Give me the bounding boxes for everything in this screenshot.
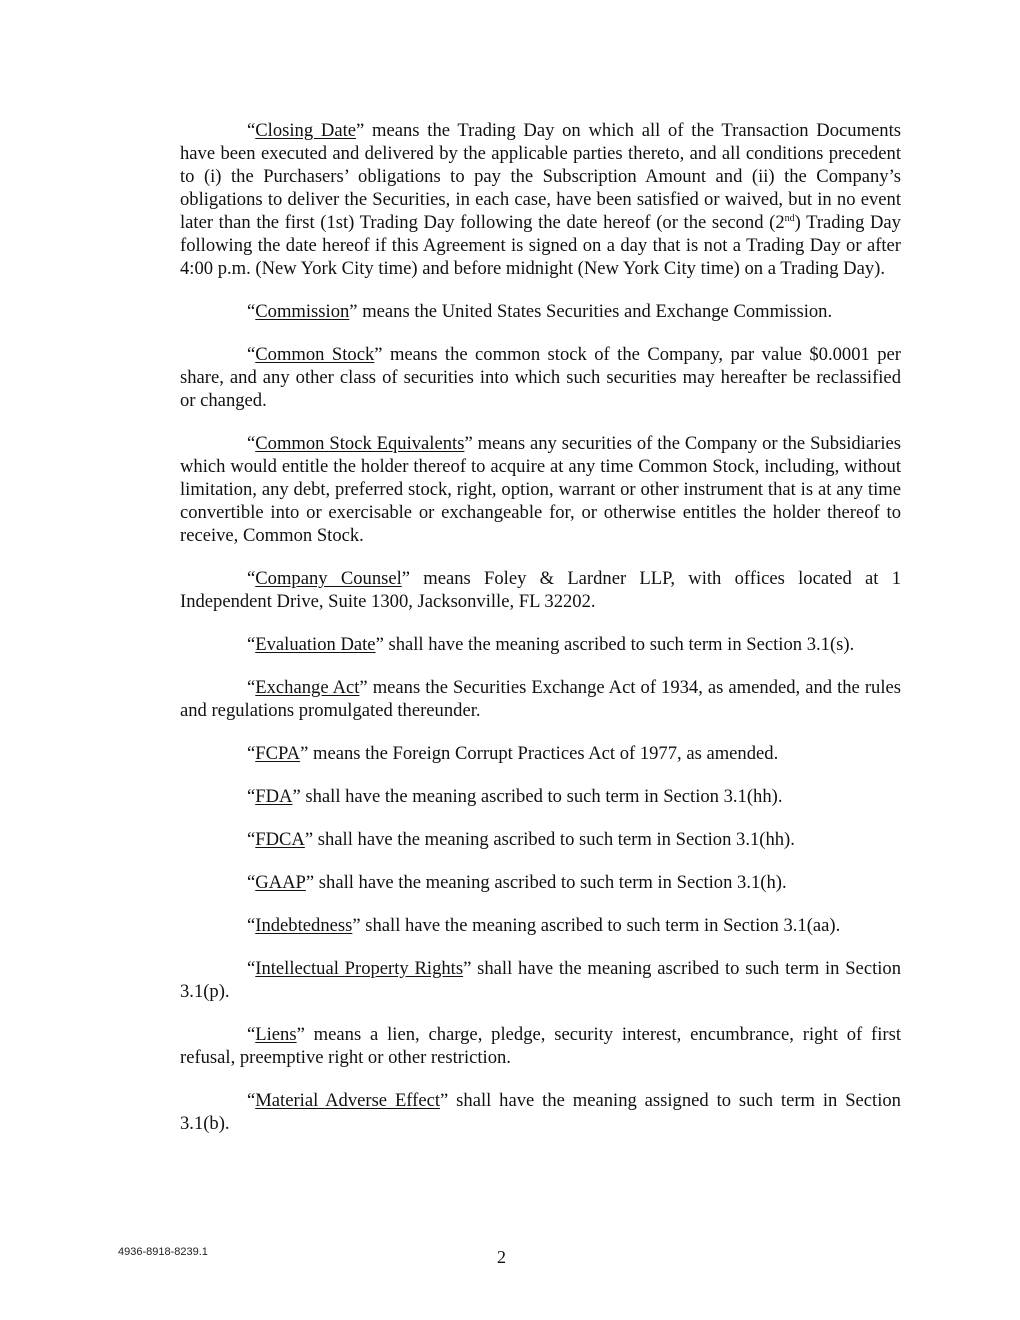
defined-term: Evaluation Date (255, 634, 376, 655)
open-quote: “ (247, 829, 256, 850)
definition-text: ” shall have the meaning assigned to such term in Section 3.1(b). (180, 1090, 901, 1134)
definition-text: ” means a lien, charge, pledge, security interest, encumbrance, right of first refusal, preemptive right or other restriction. (180, 1024, 901, 1068)
ordinal-superscript: nd (784, 212, 795, 224)
definition-text: ” shall have the meaning ascribed to such term in Section 3.1(p). (180, 958, 901, 1002)
definition-liens (180, 1023, 901, 1069)
open-quote: “ (247, 958, 256, 979)
definition-text: ” means the Securities Exchange Act of 1934, as amended, and the rules and regulations promulgated thereunder. (180, 677, 901, 721)
definition-text-continued: ) Trading Day following the date hereof if this Agreement is signed on a day that is not a Trading Day or after 4:00 p.m. (New York City time) and before midnight (New York City time) on a Trading Day). (180, 212, 901, 279)
defined-term: Intellectual Property Rights (255, 958, 464, 979)
open-quote: “ (247, 915, 256, 936)
open-quote: “ (247, 344, 256, 365)
definition-text: ” means the common stock of the Company, par value $0.0001 per share, and any other class of securities into which such securities may hereafter be reclassified or changed. (180, 344, 901, 411)
open-quote: “ (247, 786, 256, 807)
definition-text: ” means the Trading Day on which all of the Transaction Documents have been executed and delivered by the applicable parties thereto, and all conditions precedent to (i) the Purchasers’ obligations to pay the Subscription Amount and (ii) the Company’s obligations to deliver the Securities, in each case, have been satisfied or waived, but in no event later than the first (1st) Trading Day following the date hereof (or the second (2 (180, 120, 901, 233)
open-quote: “ (247, 634, 256, 655)
defined-term: Exchange Act (255, 677, 360, 698)
document-page (180, 119, 901, 1155)
definition-gaap (180, 871, 901, 894)
definition-common-stock (180, 343, 901, 412)
defined-term: Liens (255, 1024, 297, 1045)
definition-evaluation-date (180, 633, 901, 656)
definition-fcpa (180, 742, 901, 765)
definition-text: ” shall have the meaning ascribed to such term in Section 3.1(h). (305, 872, 787, 893)
open-quote: “ (247, 743, 256, 764)
defined-term: Indebtedness (255, 915, 353, 936)
definition-common-stock-equivalents (180, 432, 901, 547)
definition-indebtedness (180, 914, 901, 937)
page-number: 2 (497, 1247, 506, 1267)
definition-text: ” shall have the meaning ascribed to such term in Section 3.1(hh). (292, 786, 783, 807)
open-quote: “ (247, 872, 256, 893)
definition-exchange-act (180, 676, 901, 722)
definition-text: ” shall have the meaning ascribed to such term in Section 3.1(hh). (304, 829, 795, 850)
definition-material-adverse-effect (180, 1089, 901, 1135)
open-quote: “ (247, 433, 256, 454)
definition-text: ” shall have the meaning ascribed to such term in Section 3.1(s). (375, 634, 855, 655)
open-quote: “ (247, 120, 256, 141)
definition-text: ” means the United States Securities and Exchange Commission. (349, 301, 833, 322)
definition-intellectual-property-rights (180, 957, 901, 1003)
definition-text: ” means the Foreign Corrupt Practices Act of 1977, as amended. (300, 743, 779, 764)
document-id: 4936-8918-8239.1 (118, 1246, 208, 1258)
definition-commission (180, 300, 901, 323)
definition-company-counsel (180, 567, 901, 613)
open-quote: “ (247, 301, 256, 322)
open-quote: “ (247, 568, 256, 589)
defined-term: Closing Date (255, 120, 356, 141)
defined-term: Commission (255, 301, 350, 322)
open-quote: “ (247, 1024, 256, 1045)
defined-term: FDCA (255, 829, 305, 850)
defined-term: Common Stock (255, 344, 375, 365)
definition-fdca (180, 828, 901, 851)
defined-term: Common Stock Equivalents (255, 433, 465, 454)
open-quote: “ (247, 1090, 256, 1111)
defined-term: Company Counsel (255, 568, 402, 589)
definition-text: ” means Foley & Lardner LLP, with offices located at 1 Independent Drive, Suite 1300, Jacksonville, FL 32202. (180, 568, 901, 612)
open-quote: “ (247, 677, 256, 698)
definition-closing-date (180, 119, 901, 280)
defined-term: Material Adverse Effect (255, 1090, 441, 1111)
defined-term: FCPA (255, 743, 301, 764)
defined-term: GAAP (255, 872, 306, 893)
defined-term: FDA (255, 786, 293, 807)
definition-text: ” shall have the meaning ascribed to such term in Section 3.1(aa). (352, 915, 841, 936)
definition-fda (180, 785, 901, 808)
definition-text: ” means any securities of the Company or the Subsidiaries which would entitle the holder thereof to acquire at any time Common Stock, including, without limitation, any debt, preferred stock, right, option, warrant or other instrument that is at any time convertible into or exercisable or exchangeable for, or otherwise entitles the holder thereof to receive, Common Stock. (180, 433, 901, 546)
